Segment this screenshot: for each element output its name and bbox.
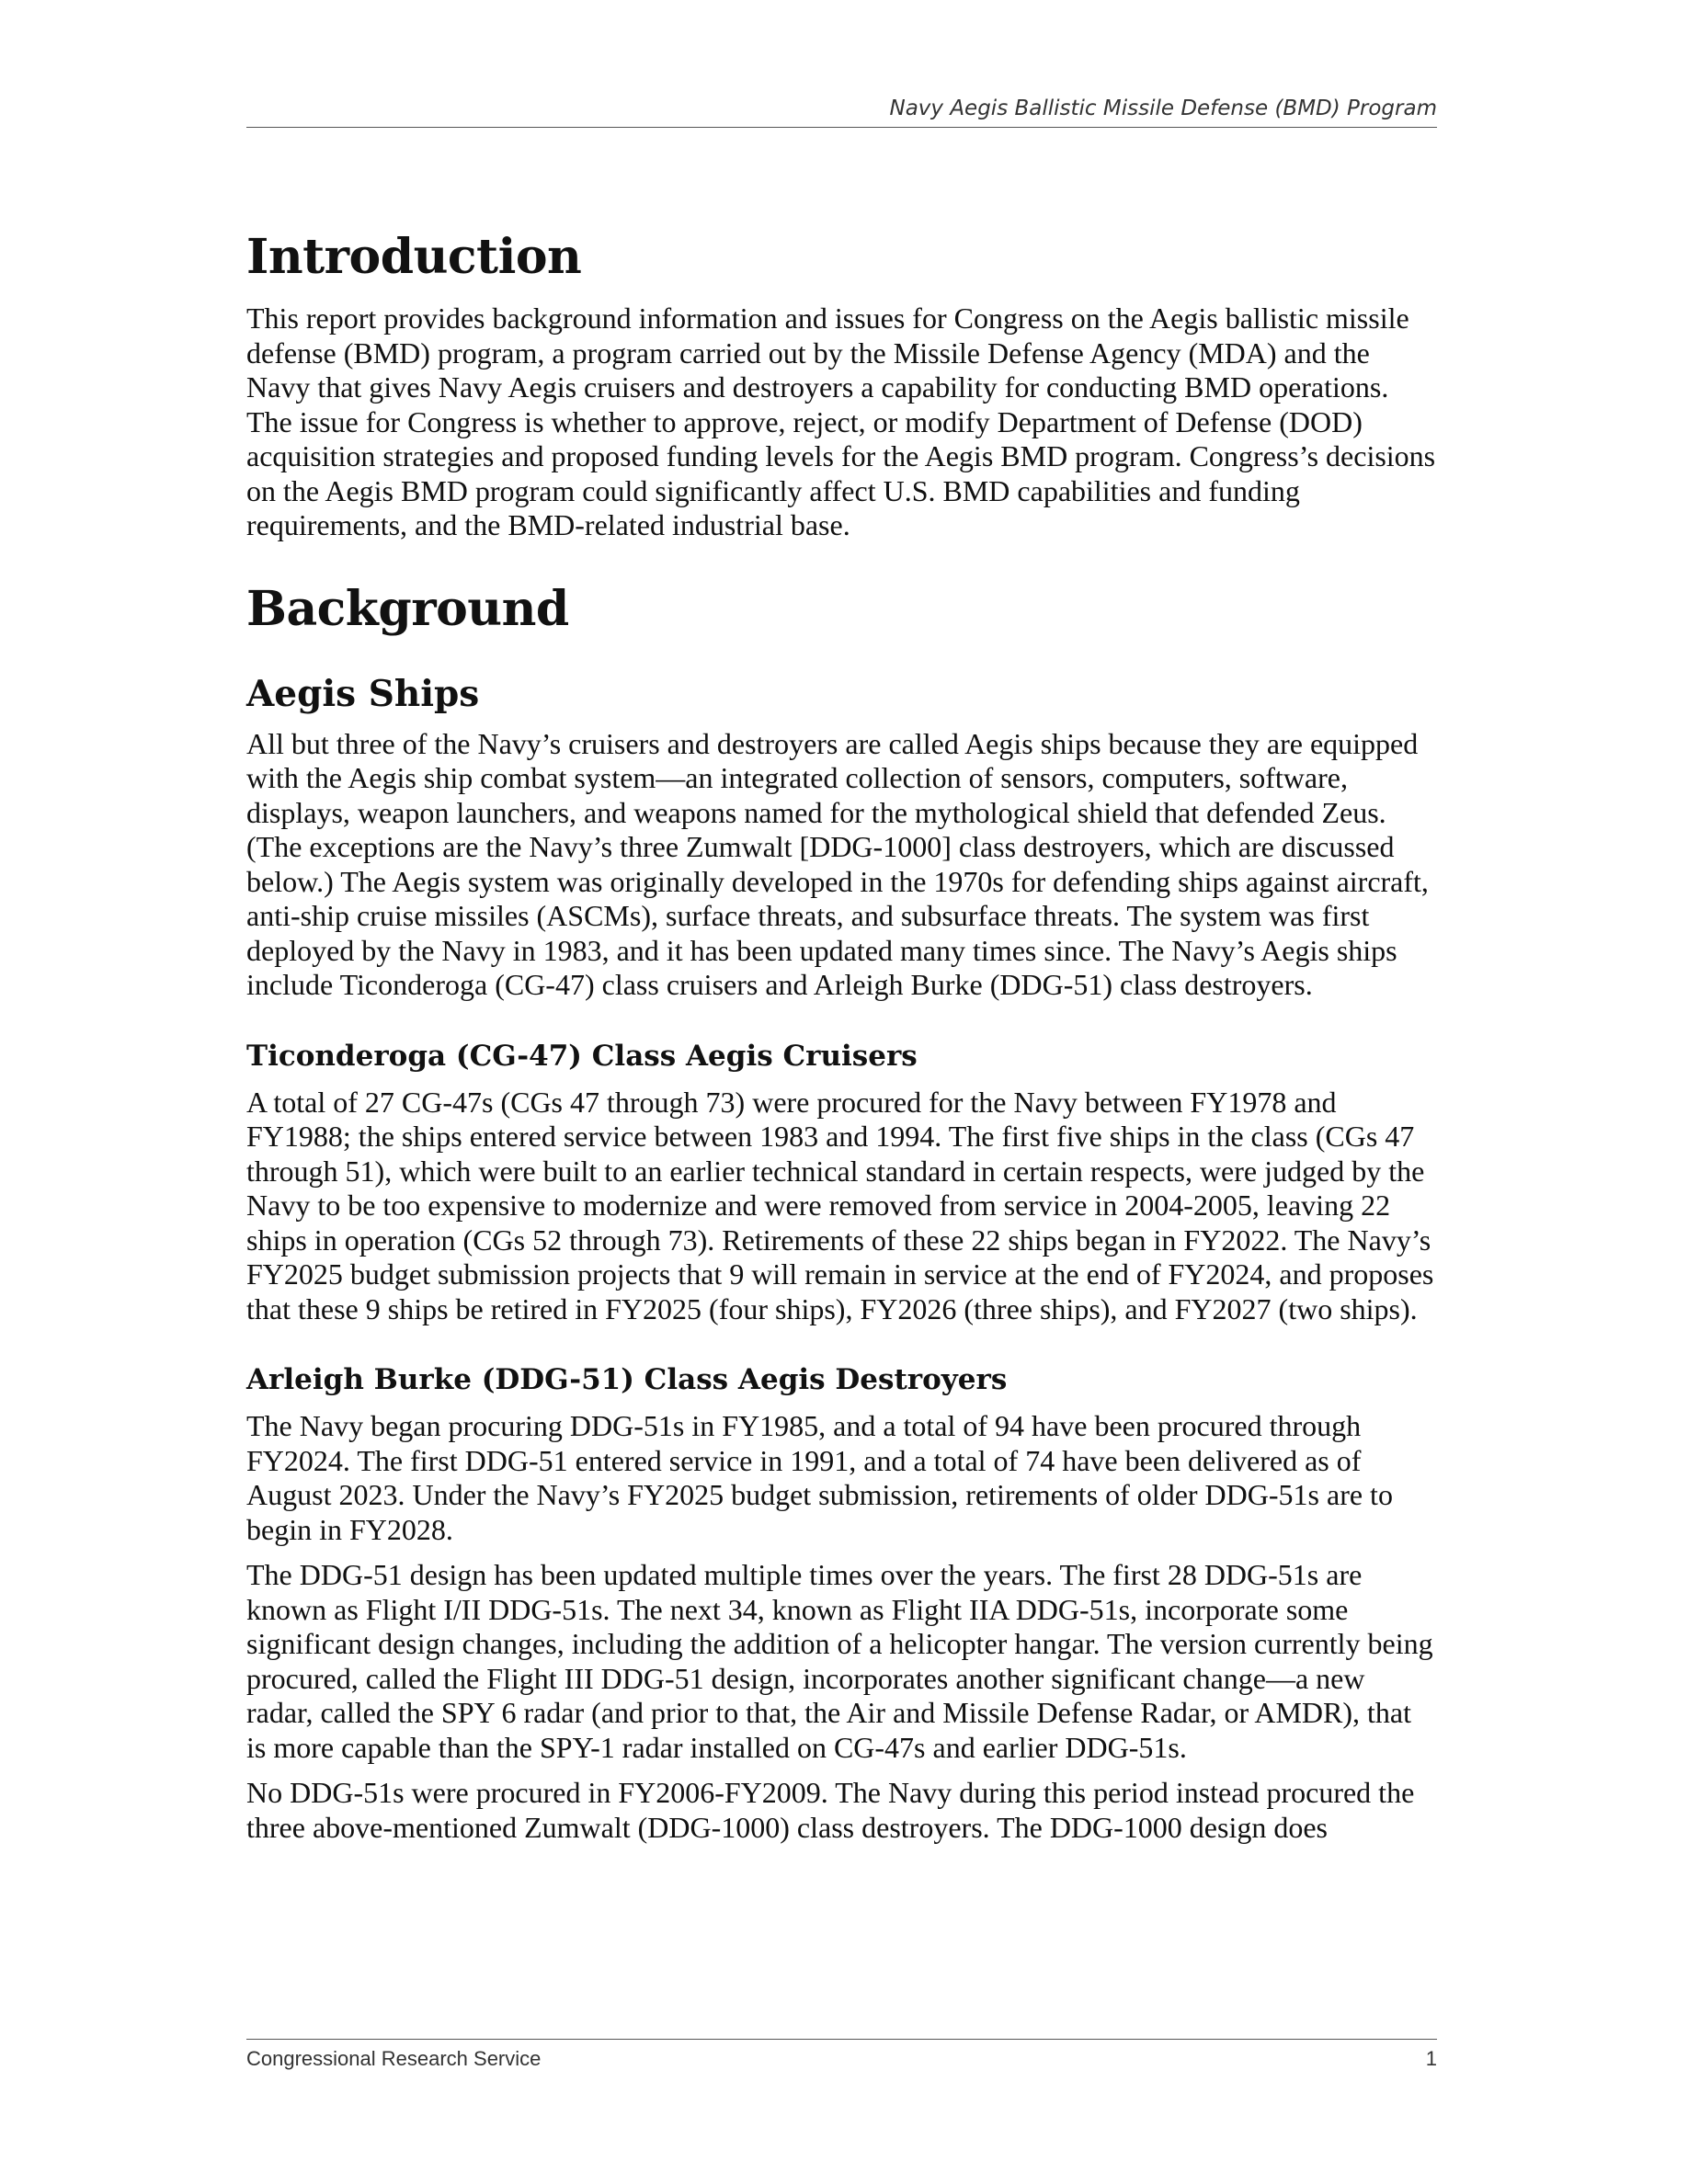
- ticonderoga-paragraph: A total of 27 CG-47s (CGs 47 through 73) were procured for the Navy between FY1978 and FY1988; the ships entered service between 1983 and 1994. The first five ships in the class (CGs 47 through 51), which were built to an earlier technical standard in certain respects, were judged by the Navy to be too expensive to modernize and were removed from service in 2004-2005, leaving 22 ships in operation (CGs 52 through 73). Retirements of these 22 ships began in FY2022. The Navy’s FY2025 budget submission projects that 9 will remain in service at the end of FY2024, and proposes that these 9 ships be retired in FY2025 (four ships), FY2026 (three ships), and FY2027 (two ships).: [246, 1085, 1434, 1325]
- page-number: 1: [1425, 2047, 1437, 2070]
- running-header: Navy Aegis Ballistic Missile Defense (BMD) Program: [246, 96, 1437, 128]
- ticonderoga-heading: Ticonderoga (CG-47) Class Aegis Cruisers: [246, 1039, 918, 1073]
- background-heading: Background: [246, 580, 569, 637]
- arleigh-burke-paragraph-2: The DDG-51 design has been updated multiple times over the years. The first 28 DDG-51s are known as Flight I/II DDG-51s. The next 34, known as Flight IIA DDG-51s, incorporate some significant design changes, including the addition of a helicopter hangar. The version currently being procured, called the Flight III DDG-51 design, incorporates another significant change—a new radar, called the SPY 6 radar (and prior to that, the Air and Missile Defense Radar, or AMDR), that is more capable than the SPY-1 radar installed on CG-47s and earlier DDG-51s.: [246, 1558, 1433, 1764]
- introduction-heading: Introduction: [246, 229, 582, 285]
- page-body: [246, 228, 1437, 1856]
- running-footer: [246, 2039, 1437, 2071]
- introduction-paragraph: This report provides background information and issues for Congress on the Aegis ballistic missile defense (BMD) program, a program carried out by the Missile Defense Agency (MDA) and the Navy that gives Navy Aegis cruisers and destroyers a capability for conducting BMD operations. The issue for Congress is whether to approve, reject, or modify Department of Defense (DOD) acquisition strategies and proposed funding levels for the Aegis BMD program. Congress’s decisions on the Aegis BMD program could significantly affect U.S. BMD capabilities and funding requirements, and the BMD-related industrial base.: [246, 301, 1436, 541]
- aegis-ships-heading: Aegis Ships: [246, 672, 480, 715]
- arleigh-burke-paragraph-3: No DDG-51s were procured in FY2006-FY2009. The Navy during this period instead procured the three above-mentioned Zumwalt (DDG-1000) class destroyers. The DDG-1000 design does: [246, 1776, 1415, 1844]
- arleigh-burke-heading: Arleigh Burke (DDG-51) Class Aegis Destroyers: [246, 1363, 1008, 1396]
- publisher-name: Congressional Research Service: [246, 2047, 542, 2070]
- aegis-ships-paragraph: All but three of the Navy’s cruisers and destroyers are called Aegis ships because they are equipped with the Aegis ship combat system—an integrated collection of sensors, computers, software, displays, weapon launchers, and weapons named for the mythological shield that defended Zeus. (The exceptions are the Navy’s three Zumwalt [DDG-1000] class destroyers, which are discussed below.) The Aegis system was originally developed in the 1970s for defending ships against aircraft, anti-ship cruise missiles (ASCMs), surface threats, and subsurface threats. The system was first deployed by the Navy in 1983, and it has been updated many times since. The Navy’s Aegis ships include Ticonderoga (CG-47) class cruisers and Arleigh Burke (DDG-51) class destroyers.: [246, 726, 1429, 1001]
- arleigh-burke-paragraph-1: The Navy began procuring DDG-51s in FY1985, and a total of 94 have been procured through FY2024. The first DDG-51 entered service in 1991, and a total of 74 have been delivered as of August 2023. Under the Navy’s FY2025 budget submission, retirements of older DDG-51s are to begin in FY2028.: [246, 1409, 1393, 1546]
